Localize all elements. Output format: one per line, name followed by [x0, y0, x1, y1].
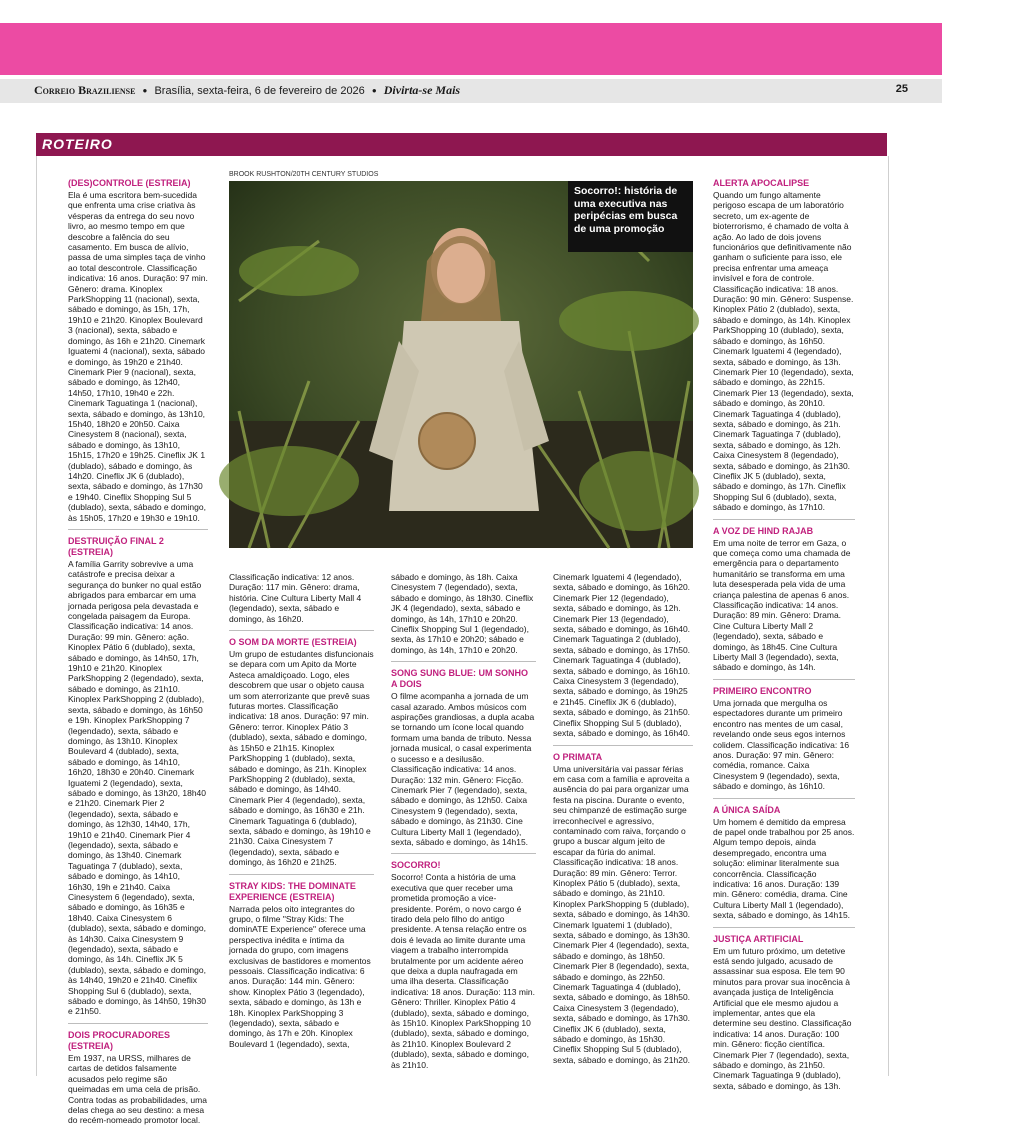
- movie-title: O PRIMATA: [553, 751, 603, 762]
- section-title: ROTEIRO: [42, 136, 113, 152]
- section-title-bar: [36, 133, 887, 156]
- date-line: Brasília, sexta-feira, 6 de fevereiro de 2026: [154, 85, 365, 97]
- movie-title: SONG SUNG BLUE: UM SONHO A DOIS: [391, 668, 529, 690]
- movie-entry: [713, 934, 855, 1098]
- movie-description: Quando um fungo altamente perigoso escapa de um laboratório secreto, um ex-agente de bioterrorismo, é chamado de volta à ação. Ao lado de dois jovens funcionários que definitivamente não ganham o suficiente para isso, ele precisa enfrentar uma ameaça invisível e fora de controle. Classificação indicativa: 18 anos. Duração: 90 min. Gênero: Suspense. Kinoplex Pátio 2 (dublado), sexta, sábado e domingo, às 14h. Kinoplex ParkShopping 10 (dublado), sexta, sábado e domingo, às 16h50. Cinemark Iguatemi 4 (legendado), sexta, sábado e domingo, às 13h. Cinemark Pier 10 (legendado), sexta, sábado e domingo, às 22h15. Cinemark Pier 13 (legendado), sexta, sábado e domingo, às 20h10. Cinemark Taguatinga 4 (dublado), sexta, sábado e domingo, às 21h. Cinemark Taguatinga 7 (dublado), sexta, sábado e domingo, às 12h. Caixa Cinesystem 8 (legendado), sexta, sábado e domingo, às 21h30. Cineflix JK 5 (dublado), sexta, sábado e domingo, às 17h. Cineflix Shopping Sul 6 (dublado), sexta, sábado e domingo, às 17h10.: [713, 190, 854, 513]
- movie-description: Em uma noite de terror em Gaza, o que começa como uma chamada de emergência para o departamento humanitário se transforma em uma luta desesperada pela vida de uma criança palestina de apenas 6 anos. Classificação indicativa: 14 anos. Duração: 89 min. Gênero: Drama. Cine Cultura Liberty Mall 2 (legendado), sexta, sábado e domingo, às 18h45. Cine Cultura Liberty Mall 3 (legendado), sexta, sábado e domingo, às 14h.: [713, 537, 851, 673]
- movie-description: Narrada pelos oito integrantes do grupo, o filme "Stray Kids: The dominATE Experience" oferece uma perspectiva inédita e íntima da jornada do grupo, com imagens exclusivas de bastidores e momentos pessoais. Classificação indicativa: 6 anos. Duração: 144 min. Gênero: show. Kinoplex Pátio 3 (legendado), sexta, sábado e domingo, às 13h e 18h. Kinoplex ParkShopping 3 (legendado), sexta, sábado e domingo, às 17h e 20h. Kinoplex Boulevard 1 (legendado), sexta,: [229, 903, 371, 1049]
- bullet-separator: ●: [142, 86, 148, 95]
- movie-title: PRIMEIRO ENCONTRO: [713, 685, 812, 696]
- photo-credit: BROOK RUSHTON/20TH CENTURY STUDIOS: [229, 171, 379, 178]
- movie-entry: [391, 668, 536, 854]
- movie-description: Cinemark Iguatemi 4 (legendado), sexta, sábado e domingo, às 16h20. Cinemark Pier 12 (legendado), sexta, sábado e domingo, às 12h. Cinemark Pier 13 (legendado), sexta, sábado e domingo, às 16h40. Cinemark Taguatinga 2 (dublado), sexta, sábado e domingo, às 17h50. Cinemark Taguatinga 4 (dublado), sexta, sábado e domingo, às 16h10. Caixa Cinesystem 3 (legendado), sexta, sábado e domingo, às 19h25 e 21h45. Cineflix JK 6 (dublado), sexta, sábado e domingo, às 21h50. Cineflix Shopping Sul 5 (dublado), sexta, sábado e domingo, às 16h40.: [553, 572, 691, 739]
- movie-description: Uma universitária vai passar férias em casa com a família e aproveita a ausência do pai para organizar uma festa na piscina. Durante o evento, seu chimpanzé de estimação surge irreconhecível e agressivo, contaminado com raiva, forçando o grupo a buscar algum jeito de escapar da fúria do animal. Classificação indicativa: 18 anos. Duração: 89 min. Gênero: Terror. Kinoplex Pátio 5 (dublado), sexta, sábado e domingo, às 21h10. Kinoplex ParkShopping 5 (dublado), sexta, sábado e domingo, às 14h30. Cinemark Iguatemi 1 (dublado), sexta, sábado e domingo, às 13h30. Cinemark Pier 4 (legendado), sexta, sábado e domingo, às 18h50. Cinemark Pier 8 (legendado), sexta, sábado e domingo, às 22h50. Cinemark Taguatinga 4 (dublado), sexta, sábado e domingo, às 18h50. Caixa Cinesystem 3 (legendado), sexta, sábado e domingo, às 17h30. Cineflix JK 6 (dublado), sexta, sábado e domingo, às 15h30. Cineflix Shopping Sul 5 (dublado), sexta, sábado e domingo, às 21h20.: [553, 763, 691, 1065]
- movie-entry: [68, 1030, 208, 1132]
- movie-entry: [391, 572, 536, 662]
- movie-title: A ÚNICA SAÍDA: [713, 804, 781, 815]
- movie-description: Um grupo de estudantes disfuncionais se depara com um Apito da Morte Asteca amaldiçoado. Logo, eles descobrem que usar o objeto causa um som aterrorizante que prevê suas futuras mortes. Classificação indicativa: 18 anos. Duração: 97 min. Gênero: terror. Kinoplex Pátio 3 (dublado), sexta, sábado e domingo, às 15h50 e 21h15. Kinoplex ParkShopping 1 (dublado), sexta, sábado e domingo, às 21h. Kinoplex ParkShopping 2 (dublado), sexta, sábado e domingo, às 14h40. Cinemark Pier 4 (legendado), sexta, sábado e domingo, às 16h30 e 21h. Cinemark Taguatinga 6 (dublado), sexta, sábado e domingo, às 19h10 e 21h30. Caixa Cinesystem 7 (legendado), sexta, sábado e domingo, às 16h20 e 21h25.: [229, 649, 374, 868]
- listing-column-1: [68, 178, 208, 1126]
- masthead-color-band: [0, 23, 942, 75]
- movie-title: O SOM DA MORTE (ESTREIA): [229, 637, 357, 648]
- movie-entry: [553, 752, 693, 1072]
- movie-description: Em um futuro próximo, um detetive está sendo julgado, acusado de assassinar sua esposa. Ele tem 90 minutos para provar sua inocência à avançada justiça de Inteligência Artificial que ele mesmo ajudou a implementar, antes que ela determine seu destino. Classificação indicativa: 14 anos. Duração: 100 min. Gênero: ficção científica. Cinemark Pier 7 (legendado), sexta, sábado e domingo, às 21h50. Cinemark Taguatinga 9 (dublado), sexta, sábado e domingo, às 13h.: [713, 945, 852, 1091]
- bullet-separator: ●: [371, 86, 377, 95]
- movie-description: sábado e domingo, às 18h. Caixa Cinesystem 7 (legendado), sexta, sábado e domingo, às 18h30. Cineflix JK 4 (legendado), sexta, sábado e domingo, às 14h, 17h10 e 20h20. Cineflix Shopping Sul 1 (legendado), sexta, às 17h10 e 20h20; sábado e domingo, às 14h, 17h10 e 20h20.: [391, 572, 534, 655]
- movie-entry: [391, 860, 536, 1076]
- movie-title: DESTRUIÇÃO FINAL 2 (ESTREIA): [68, 536, 164, 557]
- movie-entry: [713, 805, 855, 928]
- movie-title: A VOZ DE HIND RAJAB: [713, 525, 814, 536]
- movie-description: Uma jornada que mergulha os espectadores durante um primeiro encontro nas mentes de um casal, revelando onde seus egos internos colidem. Classificação indicativa: 16 anos. Duração: 97 min. Gênero: comédia, romance. Caixa Cinesystem 9 (legendado), sexta, sábado e domingo, às 16h10.: [713, 697, 850, 792]
- page-header: [0, 79, 942, 103]
- movie-title: DOIS PROCURADORES (ESTREIA): [68, 1029, 171, 1051]
- movie-description: A família Garrity sobrevive a uma catástrofe e precisa deixar a segurança do bunker no qual estão abrigados para embarcar em uma jornada perigosa pela devastada e congelada paisagem da Europa. Classificação indicativa: 14 anos. Duração: 99 min. Gênero: ação. Kinoplex Pátio 6 (dublado), sexta, sábado e domingo, às 14h50, 17h, 19h10 e 21h20. Kinoplex ParkShopping 2 (legendado), sexta, sábado e domingo, às 21h10. Kinoplex ParkShopping 2 (dublado), sexta, sábado e domingo, às 16h50 e 19h. Kinoplex ParkShopping 7 (legendado), sexta, sábado e domingo, às 13h10. Kinoplex Boulevard 4 (dublado), sexta, sábado e domingo, às 14h10, 16h20, 18h30 e 20h40. Cinemark Iguatemi 2 (legendado), sexta, sábado e domingo, às 13h20, 18h40 e 21h20. Cinemark Pier 2 (legendado), sexta, sábado e domingo, às 12h30, 14h40, 17h, 19h10 e 21h40. Cinemark Pier 4 (legendado), sexta, sábado e domingo, às 13h40. Cinemark Taguatinga 7 (dublado), sexta, sábado e domingo, às 14h10, 16h30, 19h e 21h40. Caixa Cinesystem 6 (legendado), sexta, sábado e domingo, às 16h35 e 18h40. Caixa Cinesystem 6 (dublado), sexta, sábado e domingo, às 14h30. Caixa Cinesystem 9 (legendado), sexta, sábado e domingo, às 14h. Cineflix JK 5 (dublado), sexta, sábado e domingo, às 14h40, 19h20 e 21h40. Cineflix Shopping Sul 6 (dublado), sexta, sábado e domingo, às 14h50, 19h30 e 21h50.: [68, 559, 207, 1017]
- movie-description: Um homem é demitido da empresa de papel onde trabalhou por 25 anos. Algum tempo depois, ainda desempregado, encontra uma solução: eliminar literalmente sua concorrência. Classificação indicativa: 16 anos. Duração: 139 min. Gênero: comédia, drama. Cine Cultura Liberty Mall 1 (legendado), sexta, sábado e domingo, às 14h15.: [713, 816, 855, 921]
- listing-column-4: [553, 572, 693, 1076]
- movie-entry: [229, 572, 374, 631]
- movie-title: ALERTA APOCALIPSE: [713, 178, 810, 188]
- page-number: 25: [895, 83, 908, 95]
- movie-entry: [68, 178, 208, 530]
- movie-title: JUSTIÇA ARTIFICIAL: [713, 933, 804, 944]
- movie-entry: [229, 637, 374, 875]
- movie-description: Ela é uma escritora bem-sucedida que enfrenta uma crise criativa às vésperas da entrega do seu novo livro, ao mesmo tempo em que descobre a falência do seu casamento. Em busca de alívio, passa de uma simples taça de vinho ao total descontrole. Classificação indicativa: 16 anos. Duração: 97 min. Gênero: drama. Kinoplex ParkShopping 11 (nacional), sexta, sábado e domingo, às 15h, 17h, 19h10 e 21h20. Kinoplex Boulevard 3 (nacional), sexta, sábado e domingo, às 16h e 21h20. Cinemark Iguatemi 4 (nacional), sexta, sábado e domingo, às 19h20 e 21h40. Cinemark Pier 9 (nacional), sexta, sábado e domingo, às 12h40, 14h50, 17h10, 19h40 e 22h. Cinemark Taguatinga 1 (nacional), sexta, sábado e domingo, às 13h10, 15h40, 18h20 e 20h50. Caixa Cinesystem 8 (nacional), sexta, sábado e domingo, às 13h10, 15h15, 17h20 e 19h25. Cineflix JK 1 (dublado), sábado e domingo, às 14h20. Cineflix JK 6 (dublado), sexta, sábado e domingo, às 17h30 e 19h40. Cineflix Shopping Sul 5 (dublado), sexta, sábado e domingo, às 15h05, 17h20 e 19h30 e 19h10.: [68, 190, 208, 523]
- movie-description: Em 1937, na URSS, milhares de cartas de detidos falsamente acusados pelo regime são queimadas em uma cela de prisão. Contra todas as probabilidades, uma delas chega ao seu destino: a mesa do recém-nomeado promotor local.: [68, 1052, 207, 1126]
- movie-entry: [229, 881, 374, 1056]
- movie-title: STRAY KIDS: THE DOMINATE EXPERIENCE (ESTREIA): [229, 880, 356, 902]
- movie-description: O filme acompanha a jornada de um casal azarado. Ambos músicos com aspirações grandiosas, a dupla acaba se tornando um ícone local quando formam uma banda de tributo. Nessa jornada musical, o casal experimenta o sucesso e a desilusão. Classificação indicativa: 14 anos. Duração: 132 min. Gênero: Ficção. Cinemark Pier 7 (legendado), sexta, sábado e domingo, às 12h50. Caixa Cinesystem 9 (legendado), sexta, sábado e domingo, às 21h30. Cine Cultura Liberty Mall 1 (legendado), sexta, sábado e domingo, às 14h15.: [391, 691, 535, 847]
- movie-description: Socorro! Conta a história de uma executiva que quer receber uma prometida promoção a vice-presidente. Porém, o novo cargo é tirado dela pelo filho do antigo presidente. A tensa relação entre os dois é levada ao limite durante uma viagem a trabalho interrompida brutalmente por um acidente aéreo que deixa a dupla naufragada em uma ilha deserta. Classificação indicativa: 18 anos. Duração: 113 min. Gênero: Thriller. Kinoplex Pátio 4 (dublado), sexta, sábado e domingo, às 15h10. Kinoplex ParkShopping 10 (dublado), sexta, sábado e domingo, às 21h10. Kinoplex Boulevard 2 (dublado), sexta, sábado e domingo, às 21h10.: [391, 872, 535, 1070]
- movie-entry: [713, 686, 855, 799]
- movie-title: (DES)CONTROLE (ESTREIA): [68, 178, 191, 188]
- newspaper-brand: Correio Braziliense: [34, 83, 136, 97]
- movie-entry: [68, 536, 208, 1024]
- movie-title: SOCORRO!: [391, 860, 441, 871]
- movie-description: Classificação indicativa: 12 anos. Duração: 117 min. Gênero: drama, história. Cine Cultura Liberty Mall 4 (legendado), sexta, sábado e domingo, às 16h20.: [229, 572, 362, 624]
- movie-entry: [713, 526, 855, 680]
- listing-column-5: [713, 178, 855, 1091]
- movie-entry: [713, 178, 855, 520]
- listing-column-3: [391, 572, 536, 1076]
- listing-column-2: [229, 572, 374, 1076]
- movie-entry: [553, 572, 693, 746]
- photo-caption: Socorro!: história de uma executiva nas peripécias em busca de uma promoção: [568, 181, 693, 252]
- section-name: Divirta-se Mais: [383, 83, 461, 97]
